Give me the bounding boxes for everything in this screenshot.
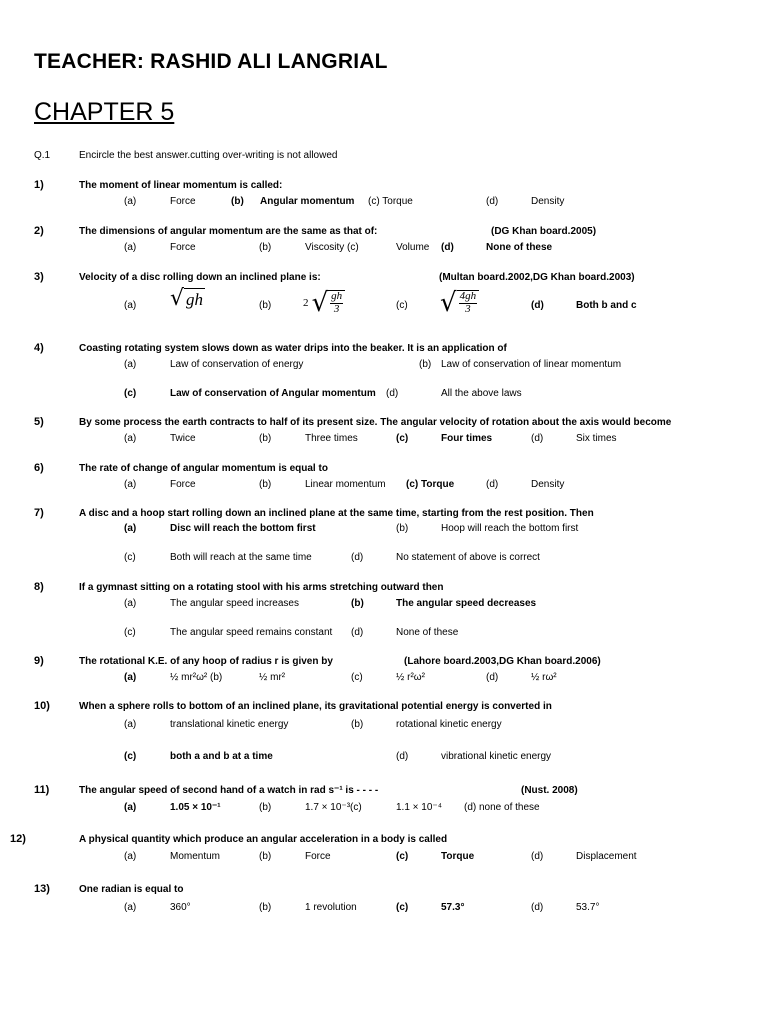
option-text: Hoop will reach the bottom first [441, 523, 579, 534]
question-number: 4) [34, 342, 44, 354]
option-text: All the above laws [441, 388, 522, 399]
question-text: The moment of linear momentum is called: [79, 180, 283, 191]
option-label: (c) [351, 672, 363, 683]
option-label: (a) [124, 196, 137, 207]
option-text: ½ mr² [259, 672, 286, 683]
option-label: (a) [124, 433, 137, 444]
question-number: 2) [34, 225, 44, 237]
option-label: (b) [351, 598, 364, 609]
option-text: (d) none of these [464, 802, 540, 813]
option-label: (a) [124, 242, 137, 253]
option-text: Force [170, 242, 196, 253]
option-text: Linear momentum [305, 479, 386, 490]
option-label: (a) [124, 719, 137, 730]
option-label: (d) [351, 627, 364, 638]
question-number: 8) [34, 581, 44, 593]
option-label: (b) [259, 902, 272, 913]
option-label: (b) [351, 719, 364, 730]
question-number: 6) [34, 462, 44, 474]
option-label: (b) [419, 359, 432, 370]
option-label: (a) [124, 802, 137, 813]
question-text: When a sphere rolls to bottom of an inclined plane, its gravitational potential energy is converted in [79, 701, 552, 712]
option-text: vibrational kinetic energy [441, 751, 552, 762]
option-text: Disc will reach the bottom first [170, 523, 316, 534]
option-text: Displacement [576, 851, 637, 862]
option-text: Density [531, 196, 565, 207]
option-text: ½ r²ω² [396, 672, 425, 683]
option-text: The angular speed remains constant [170, 627, 333, 638]
option-text: 57.3° [441, 902, 465, 913]
board-reference: (Multan board.2002,DG Khan board.2003) [439, 272, 635, 283]
question-text: If a gymnast sitting on a rotating stool with his arms stretching outward then [79, 582, 444, 593]
option-label: (c) [124, 388, 137, 399]
option-text: Density [531, 479, 565, 490]
option-label: (d) [441, 242, 454, 253]
option-label: (d) [486, 479, 499, 490]
question-number: 13) [34, 883, 50, 895]
option-label: (c) [124, 751, 137, 762]
option-text: The angular speed decreases [396, 598, 537, 609]
option-text: 53.7° [576, 902, 600, 913]
option-text: Angular momentum [260, 196, 355, 207]
option-text: both a and b at a time [170, 751, 273, 762]
option-label: (a) [124, 479, 137, 490]
option-text: Force [170, 196, 196, 207]
option-label: (d) [351, 552, 364, 563]
question-text: Velocity of a disc rolling down an inclined plane is: [79, 272, 321, 283]
teacher-heading: TEACHER: RASHID ALI LANGRIAL [34, 50, 388, 73]
option-text: Viscosity (c) [305, 242, 359, 253]
question-text: A disc and a hoop start rolling down an inclined plane at the same time, starting from the rest position. Then [79, 508, 594, 519]
option-label: (c) [396, 433, 409, 444]
option-label: (d) [486, 196, 499, 207]
option-text: Force [305, 851, 331, 862]
option-text: Law of conservation of energy [170, 359, 304, 370]
option-text: 1 revolution [305, 902, 357, 913]
question-text: The angular speed of second hand of a watch in rad s⁻¹ is - - - - [79, 785, 379, 796]
question-number: 12) [10, 833, 26, 845]
option-label: (a) [124, 359, 137, 370]
option-text: Three times [305, 433, 358, 444]
option-text: Force [170, 479, 196, 490]
question-text: By some process the earth contracts to half of its present size. The angular velocity of rotation about the axis would become [79, 417, 672, 428]
option-label: (b) [259, 433, 272, 444]
question-number: 9) [34, 655, 44, 667]
option-text: No statement of above is correct [396, 552, 540, 563]
question-text: The rate of change of angular momentum is equal to [79, 463, 328, 474]
option-label: (c) [396, 300, 408, 311]
chapter-title: CHAPTER 5 [34, 98, 175, 126]
option-text: ½ rω² [531, 672, 557, 683]
instruction-text: Encircle the best answer.cutting over-writing is not allowed [79, 150, 338, 161]
option-text: 1.05 × 10⁻¹ [170, 802, 221, 813]
option-text: 360° [170, 902, 191, 913]
option-text: Torque [441, 851, 475, 862]
option-label: (a) [124, 300, 137, 311]
question-number: Q.1 [34, 150, 51, 161]
question-text: Coasting rotating system slows down as water drips into the beaker. It is an application of [79, 343, 507, 354]
board-reference: (Lahore board.2003,DG Khan board.2006) [404, 656, 601, 667]
option-label: (b) [231, 196, 244, 207]
option-text: The angular speed increases [170, 598, 299, 609]
option-label: (d) [486, 672, 499, 683]
option-text: 1.1 × 10⁻⁴ [396, 802, 442, 813]
board-reference: (Nust. 2008) [521, 785, 578, 796]
question-text: A physical quantity which produce an angular acceleration in a body is called [79, 834, 448, 845]
question-text: The dimensions of angular momentum are the same as that of: [79, 226, 378, 237]
option-text: rotational kinetic energy [396, 719, 502, 730]
sqrt-gh-formula: √ gh [170, 286, 204, 311]
option-label: (d) [396, 751, 409, 762]
option-label: (a) [124, 851, 137, 862]
sqrt-4gh-over-3-formula: √ $\frac{4gh}{3}$ [440, 290, 479, 316]
option-label: (c) [396, 902, 409, 913]
option-label: (d) [531, 300, 544, 311]
option-text: Both b and c [576, 300, 637, 311]
option-text: translational kinetic energy [170, 719, 289, 730]
option-label: (b) [259, 242, 272, 253]
option-label: (a) [124, 902, 137, 913]
board-reference: (DG Khan board.2005) [491, 226, 597, 237]
option-text: Law of conservation of Angular momentum [170, 388, 376, 399]
option-label: (a) [124, 672, 137, 683]
option-label: (b) [259, 300, 272, 311]
question-number: 3) [34, 271, 44, 283]
option-label: (c) [396, 851, 409, 862]
question-text: One radian is equal to [79, 884, 184, 895]
option-text: (c) Torque [368, 196, 413, 207]
option-text: None of these [396, 627, 459, 638]
option-label: (d) [531, 433, 544, 444]
option-text: 1.7 × 10⁻³(c) [305, 802, 362, 813]
option-label: (d) [386, 388, 399, 399]
option-label: (c) [124, 627, 136, 638]
question-number: 7) [34, 507, 44, 519]
question-number: 10) [34, 700, 50, 712]
option-text: Four times [441, 433, 493, 444]
question-text: The rotational K.E. of any hoop of radius r is given by [79, 656, 333, 667]
option-label: (b) [259, 802, 272, 813]
question-number: 5) [34, 416, 44, 428]
option-label: (b) [259, 851, 272, 862]
option-text: Volume [396, 242, 430, 253]
question-number: 11) [34, 784, 50, 796]
option-label: (a) [124, 523, 137, 534]
option-label: (d) [531, 851, 544, 862]
two-sqrt-gh-over-3-formula: 2 √ $\frac{gh}{3}$ [303, 290, 345, 316]
option-text: Momentum [170, 851, 221, 862]
option-text: Twice [170, 433, 196, 444]
question-number: 1) [34, 179, 44, 191]
option-text: None of these [486, 242, 553, 253]
option-text: Six times [576, 433, 617, 444]
option-label: (c) [124, 552, 136, 563]
option-label: (b) [259, 479, 272, 490]
option-label: (d) [531, 902, 544, 913]
option-text: Both will reach at the same time [170, 552, 312, 563]
option-text: (c) Torque [406, 479, 455, 490]
option-text: Law of conservation of linear momentum [441, 359, 622, 370]
option-label: (a) [124, 598, 137, 609]
option-label: (b) [396, 523, 409, 534]
option-text: ½ mr²ω² (b) [170, 672, 223, 683]
